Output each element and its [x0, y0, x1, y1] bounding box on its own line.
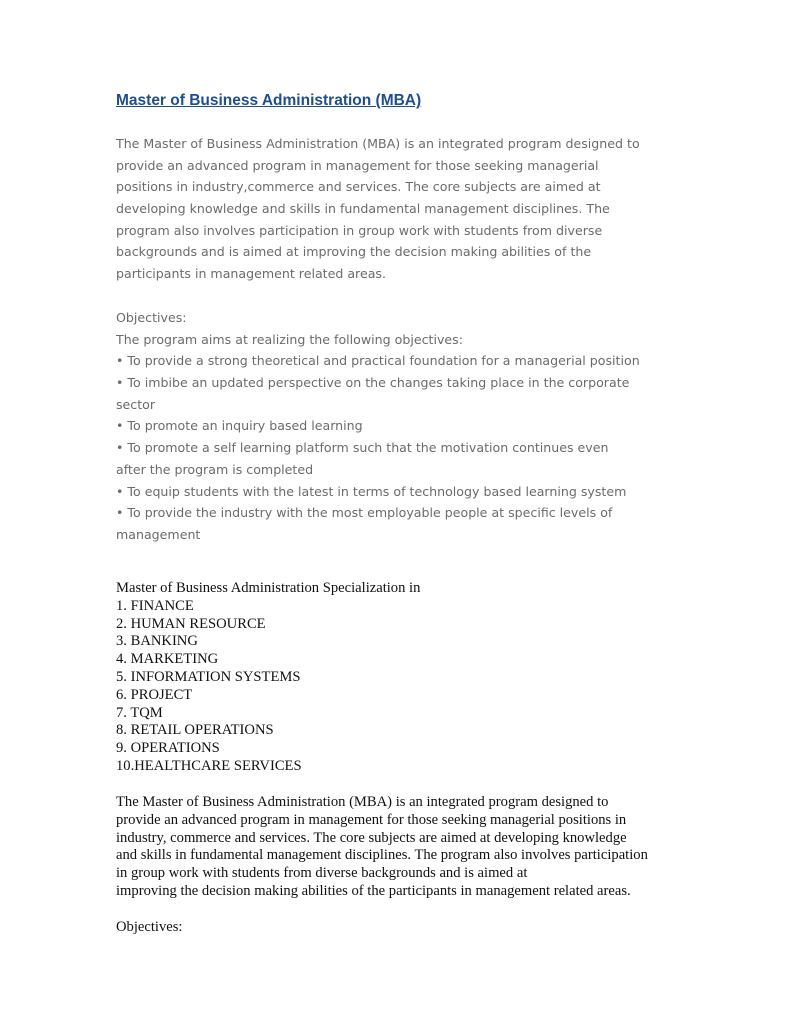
description-line: improving the decision making abilities of the participants in management related areas. — [116, 882, 631, 899]
specialization-item: 8. RETAIL OPERATIONS — [116, 722, 274, 739]
objective-item-continued: after the program is completed — [116, 461, 314, 477]
specialization-heading: Master of Business Administration Specialization in — [116, 580, 421, 596]
objective-item: • To promote an inquiry based learning — [116, 418, 363, 434]
description-line: industry, commerce and services. The core subjects are aimed at developing knowledge — [116, 829, 627, 846]
specialization-item: 1. FINANCE — [116, 597, 194, 614]
intro-line: provide an advanced program in management for those seeking managerial — [116, 157, 599, 173]
specialization-item: 2. HUMAN RESOURCE — [116, 615, 266, 632]
page-title: Master of Business Administration (MBA) — [116, 92, 422, 109]
objective-item: • To provide a strong theoretical and practical foundation for a managerial position — [116, 353, 640, 369]
objective-item: • To equip students with the latest in terms of technology based learning system — [116, 483, 627, 499]
description-paragraph — [116, 794, 716, 901]
objectives-section — [116, 307, 696, 546]
specialization-item: 9. OPERATIONS — [116, 740, 220, 757]
objectives-heading: Objectives: — [116, 310, 187, 325]
description-line: provide an advanced program in management for those seeking managerial positions in — [116, 811, 627, 828]
objectives-intro: The program aims at realizing the following objectives: — [116, 331, 463, 347]
intro-line: developing knowledge and skills in fundamental management disciplines. The — [116, 201, 610, 217]
intro-paragraph — [116, 133, 696, 285]
intro-line: The Master of Business Administration (MBA) is an integrated program designed to — [116, 136, 640, 151]
objectives-second-section — [116, 919, 716, 937]
specialization-item: 6. PROJECT — [116, 686, 193, 703]
objective-item: • To provide the industry with the most employable people at specific levels of — [116, 505, 613, 521]
objective-item-continued: sector — [116, 396, 156, 412]
specialization-item: 4. MARKETING — [116, 651, 219, 668]
objective-item-continued: management — [116, 526, 201, 542]
intro-line: positions in industry,commerce and services. The core subjects are aimed at — [116, 179, 601, 195]
specialization-item: 10.HEALTHCARE SERVICES — [116, 757, 302, 774]
specialization-section — [116, 580, 716, 776]
specialization-item: 3. BANKING — [116, 633, 198, 650]
intro-line: participants in management related areas. — [116, 266, 386, 282]
intro-line: program also involves participation in group work with students from diverse — [116, 222, 603, 238]
objective-item: • To promote a self learning platform such that the motivation continues even — [116, 440, 609, 456]
objectives-second-heading: Objectives: — [116, 919, 183, 935]
description-line: in group work with students from diverse backgrounds and is aimed at — [116, 865, 528, 882]
specialization-item: 7. TQM — [116, 704, 163, 721]
intro-line: backgrounds and is aimed at improving the decision making abilities of the — [116, 244, 592, 260]
specialization-item: 5. INFORMATION SYSTEMS — [116, 668, 301, 685]
description-line: and skills in fundamental management disciplines. The program also involves participation — [116, 847, 648, 864]
objective-item: • To imbibe an updated perspective on the changes taking place in the corporate — [116, 375, 630, 391]
description-line: The Master of Business Administration (MBA) is an integrated program designed to — [116, 794, 609, 810]
